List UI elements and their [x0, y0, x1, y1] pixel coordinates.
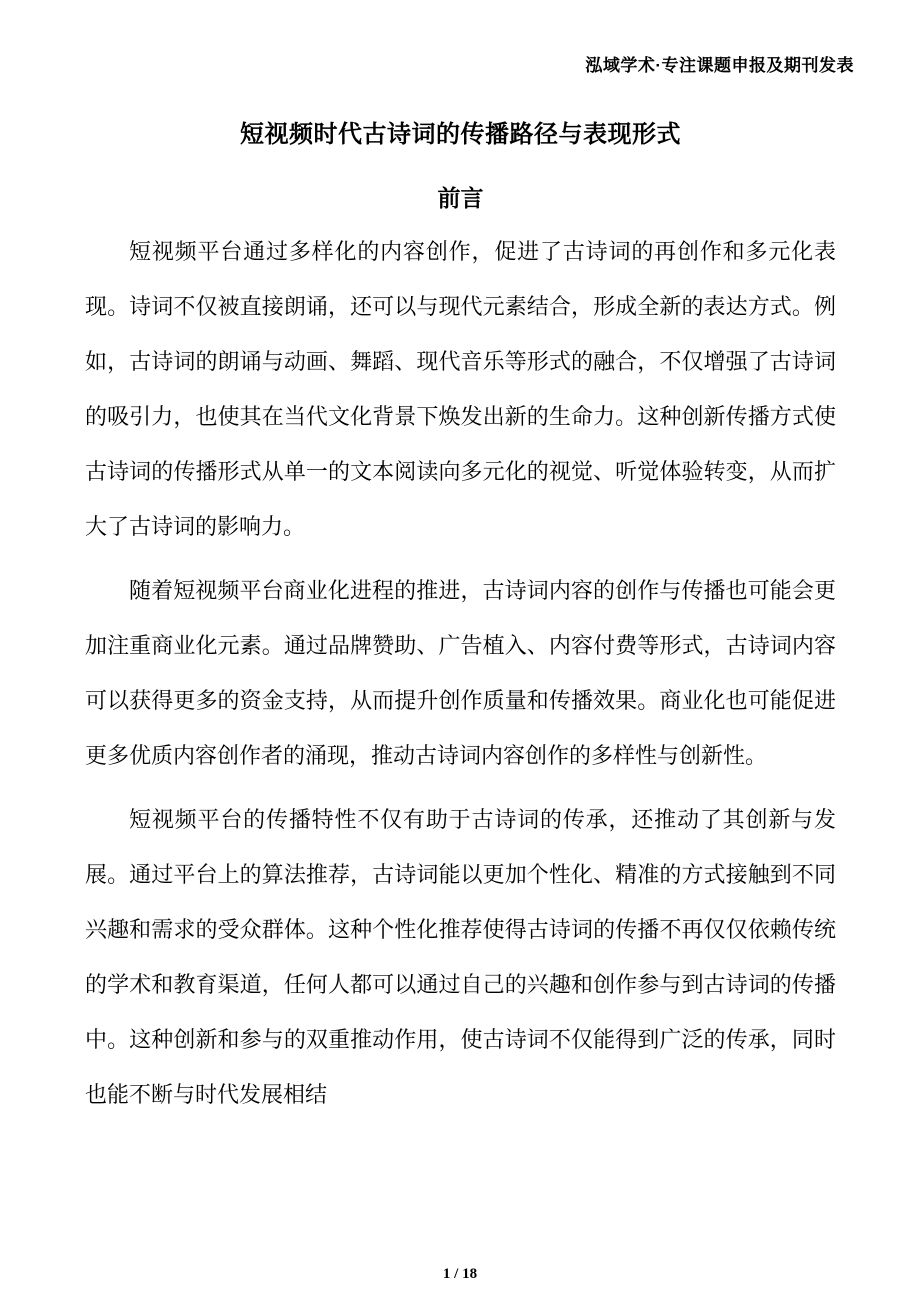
document-title: 短视频时代古诗词的传播路径与表现形式 [240, 121, 681, 148]
page-header-brand: 泓域学术·专注课题申报及期刊发表 [585, 56, 854, 75]
section-heading-preface: 前言 [437, 185, 484, 211]
paragraph: 短视频平台的传播特性不仅有助于古诗词的传承，还推动了其创新与发展。通过平台上的算法推荐，古诗词能以更加个性化、精准的方式接触到不同兴趣和需求的受众群体。这种个性化推荐使得古诗词的传播不再仅仅依赖传统的学术和教育渠道，任何人都可以通过自己的兴趣和创作参与到古诗词的传播中。这种创新和参与的双重推动作用，使古诗词不仅能得到广泛的传承，同时也能不断与时代发展相结 [85, 807, 836, 1107]
paragraph: 随着短视频平台商业化进程的推进，古诗词内容的创作与传播也可能会更加注重商业化元素。通过品牌赞助、广告植入、内容付费等形式，古诗词内容可以获得更多的资金支持，从而提升创作质量和传播效果。商业化也可能促进更多优质内容创作者的涌现，推动古诗词内容创作的多样性与创新性。 [85, 578, 836, 768]
paragraph: 短视频平台通过多样化的内容创作，促进了古诗词的再创作和多元化表现。诗词不仅被直接朗诵，还可以与现代元素结合，形成全新的表达方式。例如，古诗词的朗诵与动画、舞蹈、现代音乐等形式的融合，不仅增强了古诗词的吸引力，也使其在当代文化背景下焕发出新的生命力。这种创新传播方式使古诗词的传播形式从单一的文本阅读向多元化的视觉、听觉体验转变，从而扩大了古诗词的影响力。 [85, 239, 836, 539]
body-text [85, 224, 836, 1122]
page-number: 1 / 18 [442, 1266, 478, 1282]
